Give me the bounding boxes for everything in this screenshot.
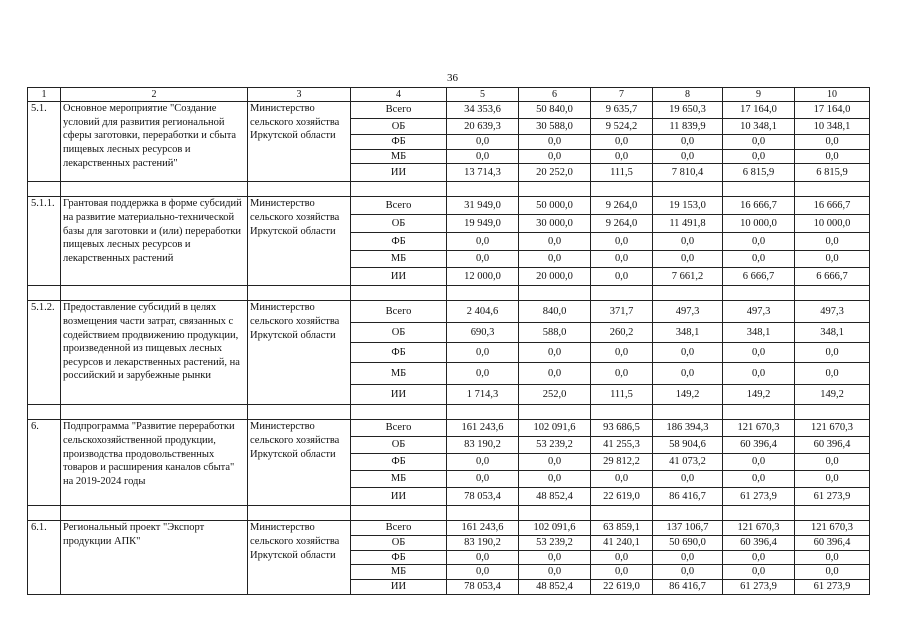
funding-source: ИИ [351, 385, 447, 405]
amount-cell: 19 153,0 [653, 197, 723, 215]
amount-cell: 840,0 [519, 301, 591, 323]
amount-cell: 16 666,7 [795, 197, 870, 215]
amount-cell: 0,0 [447, 343, 519, 363]
amount-cell: 6 815,9 [795, 164, 870, 182]
table-row [28, 420, 870, 437]
amount-cell: 0,0 [519, 550, 591, 565]
amount-cell: 111,5 [591, 164, 653, 182]
amount-cell: 41 073,2 [653, 454, 723, 471]
funding-source: ОБ [351, 535, 447, 550]
amount-cell: 10 348,1 [795, 119, 870, 135]
amount-cell: 61 273,9 [795, 579, 870, 594]
amount-cell: 0,0 [653, 149, 723, 164]
amount-cell: 6 666,7 [795, 268, 870, 286]
column-number-row [28, 88, 870, 102]
amount-cell: 50 840,0 [519, 102, 591, 119]
amount-cell: 0,0 [519, 471, 591, 488]
funding-source: ФБ [351, 343, 447, 363]
amount-cell: 86 416,7 [653, 579, 723, 594]
amount-cell: 0,0 [591, 471, 653, 488]
measure-code: 6.1. [28, 521, 61, 595]
funding-source: ФБ [351, 135, 447, 150]
amount-cell: 0,0 [723, 454, 795, 471]
amount-cell: 0,0 [447, 135, 519, 150]
amount-cell: 34 353,6 [447, 102, 519, 119]
amount-cell: 20 000,0 [519, 268, 591, 286]
column-number-9: 9 [723, 88, 795, 102]
amount-cell: 102 091,6 [519, 521, 591, 536]
block-spacer [28, 182, 870, 197]
amount-cell: 11 491,8 [653, 215, 723, 233]
amount-cell: 0,0 [795, 233, 870, 251]
funding-source: ИИ [351, 164, 447, 182]
amount-cell: 63 859,1 [591, 521, 653, 536]
amount-cell: 0,0 [723, 233, 795, 251]
executor: Министерство сельского хозяйства Иркутской области [248, 301, 351, 405]
amount-cell: 0,0 [519, 363, 591, 385]
funding-source: ИИ [351, 268, 447, 286]
amount-cell: 20 639,3 [447, 119, 519, 135]
amount-cell: 58 904,6 [653, 437, 723, 454]
amount-cell: 0,0 [653, 233, 723, 251]
amount-cell: 149,2 [795, 385, 870, 405]
amount-cell: 497,3 [795, 301, 870, 323]
amount-cell: 0,0 [795, 135, 870, 150]
funding-source: Всего [351, 197, 447, 215]
amount-cell: 0,0 [591, 268, 653, 286]
amount-cell: 30 588,0 [519, 119, 591, 135]
amount-cell: 260,2 [591, 323, 653, 343]
amount-cell: 50 000,0 [519, 197, 591, 215]
amount-cell: 19 650,3 [653, 102, 723, 119]
amount-cell: 78 053,4 [447, 488, 519, 506]
amount-cell: 0,0 [447, 363, 519, 385]
funding-source: ФБ [351, 550, 447, 565]
amount-cell: 371,7 [591, 301, 653, 323]
amount-cell: 0,0 [591, 233, 653, 251]
amount-cell: 41 240,1 [591, 535, 653, 550]
amount-cell: 0,0 [795, 363, 870, 385]
funding-source: МБ [351, 471, 447, 488]
amount-cell: 61 273,9 [795, 488, 870, 506]
funding-source: ОБ [351, 323, 447, 343]
amount-cell: 111,5 [591, 385, 653, 405]
amount-cell: 48 852,4 [519, 579, 591, 594]
amount-cell: 13 714,3 [447, 164, 519, 182]
amount-cell: 17 164,0 [795, 102, 870, 119]
amount-cell: 0,0 [653, 251, 723, 268]
executor: Министерство сельского хозяйства Иркутской области [248, 197, 351, 286]
amount-cell: 7 810,4 [653, 164, 723, 182]
amount-cell: 348,1 [653, 323, 723, 343]
measure-name: Грантовая поддержка в форме субсидий на развитие материально-технической базы для заготовки и (или) переработки пищевых лесных ресурсов и лекарственных растений [61, 197, 248, 286]
amount-cell: 0,0 [447, 149, 519, 164]
budget-table [27, 87, 870, 595]
measure-code: 5.1.1. [28, 197, 61, 286]
amount-cell: 9 264,0 [591, 215, 653, 233]
amount-cell: 690,3 [447, 323, 519, 343]
measure-name: Региональный проект "Экспорт продукции АПК" [61, 521, 248, 595]
amount-cell: 0,0 [591, 149, 653, 164]
executor: Министерство сельского хозяйства Иркутской области [248, 420, 351, 506]
page-number: 36 [447, 72, 458, 84]
amount-cell: 60 396,4 [795, 437, 870, 454]
funding-source: ИИ [351, 579, 447, 594]
amount-cell: 0,0 [795, 251, 870, 268]
amount-cell: 0,0 [723, 135, 795, 150]
amount-cell: 12 000,0 [447, 268, 519, 286]
amount-cell: 121 670,3 [795, 521, 870, 536]
amount-cell: 22 619,0 [591, 488, 653, 506]
measure-name: Предоставление субсидий в целях возмещения части затрат, связанных с содействием продвижению продукции, произведенной из пищевых лесных ресурсов и лекарственных растений, на российский и зарубежные рынки [61, 301, 248, 405]
funding-source: МБ [351, 251, 447, 268]
funding-source: ОБ [351, 119, 447, 135]
executor: Министерство сельского хозяйства Иркутской области [248, 521, 351, 595]
amount-cell: 161 243,6 [447, 420, 519, 437]
amount-cell: 10 000,0 [795, 215, 870, 233]
funding-source: Всего [351, 521, 447, 536]
amount-cell: 102 091,6 [519, 420, 591, 437]
amount-cell: 0,0 [519, 454, 591, 471]
funding-source: ИИ [351, 488, 447, 506]
measure-code: 5.1.2. [28, 301, 61, 405]
amount-cell: 0,0 [447, 454, 519, 471]
amount-cell: 86 416,7 [653, 488, 723, 506]
funding-source: Всего [351, 301, 447, 323]
amount-cell: 497,3 [653, 301, 723, 323]
amount-cell: 6 666,7 [723, 268, 795, 286]
amount-cell: 60 396,4 [723, 535, 795, 550]
amount-cell: 0,0 [723, 550, 795, 565]
amount-cell: 0,0 [723, 343, 795, 363]
block-spacer [28, 405, 870, 420]
amount-cell: 0,0 [591, 565, 653, 580]
column-number-3: 3 [248, 88, 351, 102]
amount-cell: 0,0 [723, 149, 795, 164]
amount-cell: 6 815,9 [723, 164, 795, 182]
amount-cell: 0,0 [591, 550, 653, 565]
amount-cell: 48 852,4 [519, 488, 591, 506]
funding-source: Всего [351, 420, 447, 437]
amount-cell: 0,0 [795, 550, 870, 565]
funding-source: МБ [351, 565, 447, 580]
table-row [28, 301, 870, 323]
amount-cell: 348,1 [795, 323, 870, 343]
amount-cell: 0,0 [591, 343, 653, 363]
amount-cell: 0,0 [795, 471, 870, 488]
amount-cell: 0,0 [591, 363, 653, 385]
funding-source: Всего [351, 102, 447, 119]
amount-cell: 121 670,3 [723, 420, 795, 437]
amount-cell: 50 690,0 [653, 535, 723, 550]
measure-name: Подпрограмма "Развитие переработки сельскохозяйственной продукции, производства продовольственных товаров и расширения каналов сбыта" на 2019-2024 годы [61, 420, 248, 506]
amount-cell: 0,0 [653, 135, 723, 150]
amount-cell: 30 000,0 [519, 215, 591, 233]
amount-cell: 0,0 [723, 251, 795, 268]
amount-cell: 0,0 [519, 251, 591, 268]
amount-cell: 2 404,6 [447, 301, 519, 323]
amount-cell: 0,0 [723, 471, 795, 488]
amount-cell: 17 164,0 [723, 102, 795, 119]
amount-cell: 121 670,3 [723, 521, 795, 536]
measure-name: Основное мероприятие "Создание условий для развития региональной сферы заготовки, переработки и сбыта пищевых лесных ресурсов и лекарственных растений" [61, 102, 248, 182]
executor: Министерство сельского хозяйства Иркутской области [248, 102, 351, 182]
amount-cell: 149,2 [723, 385, 795, 405]
amount-cell: 0,0 [519, 233, 591, 251]
amount-cell: 1 714,3 [447, 385, 519, 405]
amount-cell: 149,2 [653, 385, 723, 405]
amount-cell: 31 949,0 [447, 197, 519, 215]
amount-cell: 0,0 [447, 550, 519, 565]
column-number-7: 7 [591, 88, 653, 102]
amount-cell: 0,0 [447, 565, 519, 580]
amount-cell: 53 239,2 [519, 535, 591, 550]
measure-code: 5.1. [28, 102, 61, 182]
amount-cell: 78 053,4 [447, 579, 519, 594]
amount-cell: 60 396,4 [723, 437, 795, 454]
block-spacer [28, 506, 870, 521]
amount-cell: 121 670,3 [795, 420, 870, 437]
measure-code: 6. [28, 420, 61, 506]
amount-cell: 0,0 [723, 565, 795, 580]
amount-cell: 0,0 [653, 343, 723, 363]
column-number-8: 8 [653, 88, 723, 102]
amount-cell: 0,0 [591, 135, 653, 150]
amount-cell: 0,0 [519, 343, 591, 363]
amount-cell: 0,0 [519, 565, 591, 580]
amount-cell: 16 666,7 [723, 197, 795, 215]
amount-cell: 11 839,9 [653, 119, 723, 135]
amount-cell: 61 273,9 [723, 579, 795, 594]
amount-cell: 0,0 [795, 454, 870, 471]
amount-cell: 0,0 [519, 149, 591, 164]
table-row [28, 197, 870, 215]
amount-cell: 0,0 [795, 149, 870, 164]
block-spacer [28, 286, 870, 301]
funding-source: ФБ [351, 454, 447, 471]
amount-cell: 0,0 [795, 343, 870, 363]
amount-cell: 0,0 [653, 550, 723, 565]
amount-cell: 0,0 [653, 471, 723, 488]
amount-cell: 348,1 [723, 323, 795, 343]
amount-cell: 29 812,2 [591, 454, 653, 471]
funding-source: ФБ [351, 233, 447, 251]
amount-cell: 60 396,4 [795, 535, 870, 550]
amount-cell: 588,0 [519, 323, 591, 343]
amount-cell: 20 252,0 [519, 164, 591, 182]
funding-source: МБ [351, 363, 447, 385]
amount-cell: 0,0 [653, 565, 723, 580]
amount-cell: 9 524,2 [591, 119, 653, 135]
funding-source: МБ [351, 149, 447, 164]
amount-cell: 0,0 [591, 251, 653, 268]
column-number-2: 2 [61, 88, 248, 102]
amount-cell: 137 106,7 [653, 521, 723, 536]
table-row [28, 521, 870, 536]
amount-cell: 252,0 [519, 385, 591, 405]
amount-cell: 9 264,0 [591, 197, 653, 215]
amount-cell: 186 394,3 [653, 420, 723, 437]
amount-cell: 0,0 [653, 363, 723, 385]
amount-cell: 161 243,6 [447, 521, 519, 536]
amount-cell: 53 239,2 [519, 437, 591, 454]
column-number-6: 6 [519, 88, 591, 102]
column-number-10: 10 [795, 88, 870, 102]
column-number-1: 1 [28, 88, 61, 102]
amount-cell: 0,0 [795, 565, 870, 580]
amount-cell: 0,0 [447, 251, 519, 268]
amount-cell: 41 255,3 [591, 437, 653, 454]
amount-cell: 0,0 [447, 471, 519, 488]
amount-cell: 9 635,7 [591, 102, 653, 119]
amount-cell: 497,3 [723, 301, 795, 323]
amount-cell: 83 190,2 [447, 535, 519, 550]
column-number-4: 4 [351, 88, 447, 102]
funding-source: ОБ [351, 437, 447, 454]
amount-cell: 0,0 [519, 135, 591, 150]
amount-cell: 93 686,5 [591, 420, 653, 437]
column-number-5: 5 [447, 88, 519, 102]
table-body [28, 88, 870, 595]
funding-source: ОБ [351, 215, 447, 233]
amount-cell: 0,0 [447, 233, 519, 251]
amount-cell: 0,0 [723, 363, 795, 385]
amount-cell: 83 190,2 [447, 437, 519, 454]
amount-cell: 10 348,1 [723, 119, 795, 135]
table-row [28, 102, 870, 119]
amount-cell: 19 949,0 [447, 215, 519, 233]
amount-cell: 61 273,9 [723, 488, 795, 506]
amount-cell: 22 619,0 [591, 579, 653, 594]
amount-cell: 7 661,2 [653, 268, 723, 286]
amount-cell: 10 000,0 [723, 215, 795, 233]
